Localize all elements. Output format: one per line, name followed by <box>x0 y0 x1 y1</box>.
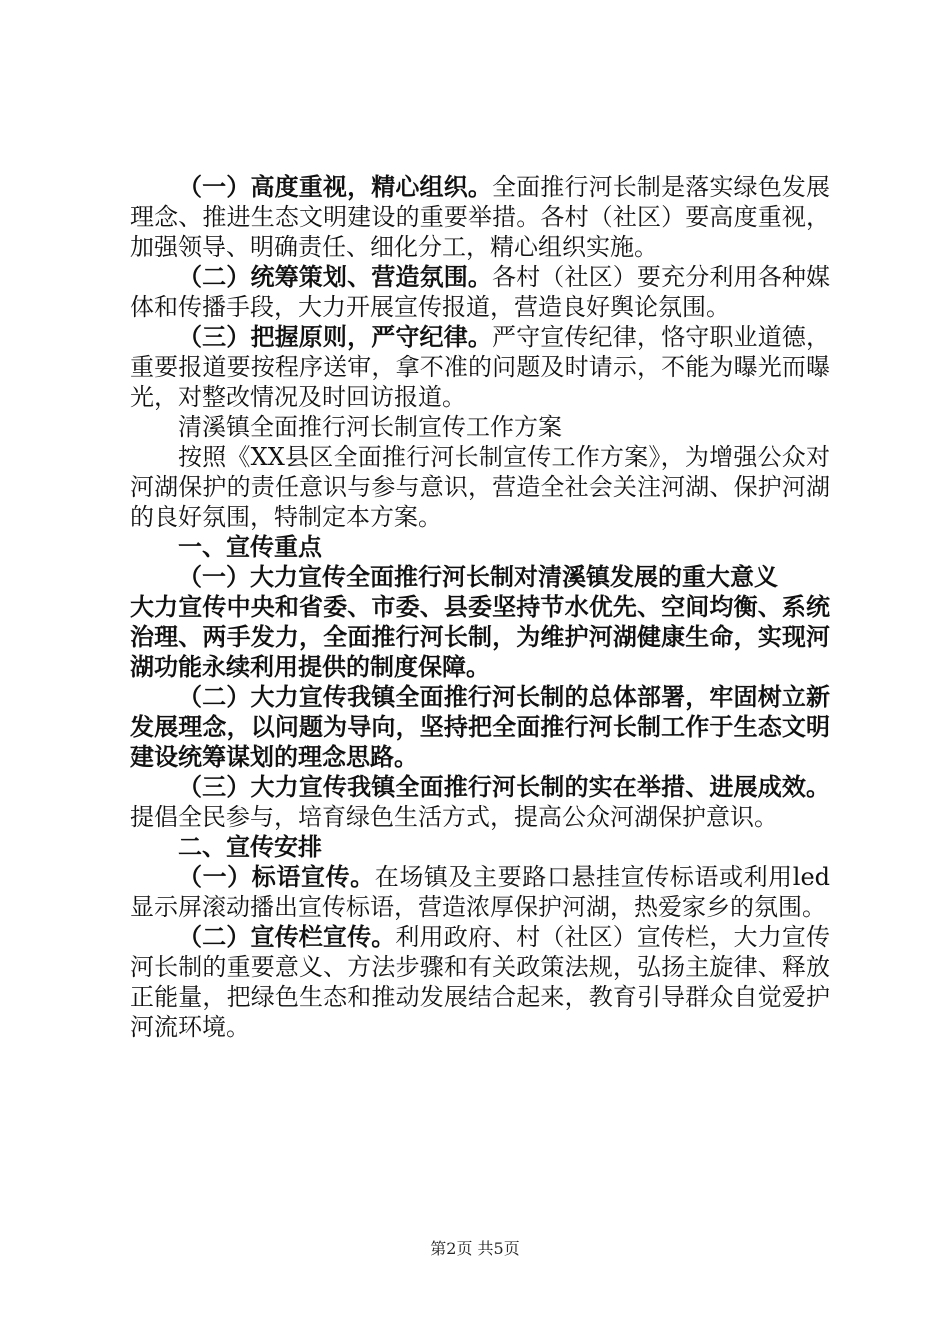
page-footer: 第2页 共5页 <box>430 1239 520 1258</box>
paragraph-3 <box>130 322 830 412</box>
paragraph-text: 提倡全民参与，培育绿色生活方式，提高公众河湖保护意识。 <box>130 803 778 831</box>
paragraph-text: 利用政府、村（社区）宣传栏，大力宣传河长制的重要意义、方法步骤和有关政策法规，弘扬主旋律、释放正能量，把绿色生态和推动发展结合起来，教育引导群众自觉爱护河流环境。 <box>130 923 831 1041</box>
document-title-text: 清溪镇全面推行河长制宣传工作方案 <box>178 413 562 441</box>
paragraph-text: 各村（社区）要充分利用各种媒体和传播手段，大力开展宣传报道，营造良好舆论氛围。 <box>130 263 830 321</box>
section-heading-text: 一、宣传重点 <box>178 533 322 561</box>
paragraph-8 <box>130 772 830 832</box>
section-heading-text: 二、宣传安排 <box>178 833 322 861</box>
paragraph-lead: （一）标语宣传。 <box>178 863 375 891</box>
paragraph-7 <box>130 682 830 772</box>
paragraph-lead: （一）大力宣传全面推行河长制对清溪镇发展的重大意义 <box>178 563 778 591</box>
paragraph-text: 大力宣传中央和省委、市委、县委坚持节水优先、空间均衡、系统治理、两手发力，全面推行河长制，为维护河湖健康生命，实现河湖功能永续利用提供的制度保障。 <box>130 593 830 681</box>
paragraph-lead: （一）高度重视，精心组织。 <box>178 173 492 201</box>
paragraph-text: 全面推行河长制是落实绿色发展理念、推进生态文明建设的重要举措。各村（社区）要高度重视，加强领导、明确责任、细化分工，精心组织实施。 <box>130 173 830 261</box>
paragraph-2 <box>130 262 830 322</box>
paragraph-lead: （三）把握原则，严守纪律。 <box>178 323 492 351</box>
paragraph-lead: （二）统筹策划、营造氛围。 <box>178 263 492 291</box>
paragraph-lead: （二）大力宣传我镇全面推行河长制的总体部署，牢固树立新发展理念，以问题为导向，坚持把全面推行河长制工作于生态文明建设统筹谋划的理念思路。 <box>130 683 830 771</box>
paragraph-11 <box>130 922 830 1042</box>
paragraph-lead: （三）大力宣传我镇全面推行河长制的实在举措、进展成效。 <box>178 773 830 801</box>
section-heading-1 <box>130 532 830 562</box>
paragraph-text: 按照《XX县区全面推行河长制宣传工作方案》，为增强公众对河湖保护的责任意识与参与意识，营造全社会关注河湖、保护河湖的良好氛围，特制定本方案。 <box>130 443 830 531</box>
paragraph-text: 在场镇及主要路口悬挂宣传标语或利用led显示屏滚动播出宣传标语，营造浓厚保护河湖，热爱家乡的氛围。 <box>130 863 831 921</box>
paragraph-10 <box>130 862 830 922</box>
paragraph-text: 严守宣传纪律，恪守职业道德，重要报道要按程序送审，拿不准的问题及时请示，不能为曝光而曝光，对整改情况及时回访报道。 <box>130 323 830 411</box>
paragraph-lead: （二）宣传栏宣传。 <box>178 923 396 951</box>
paragraph-1 <box>130 172 830 262</box>
paragraph-6 <box>130 562 830 682</box>
section-heading-2 <box>130 832 830 862</box>
paragraph-intro <box>130 442 830 532</box>
document-body <box>130 172 830 1042</box>
document-title <box>130 412 830 442</box>
